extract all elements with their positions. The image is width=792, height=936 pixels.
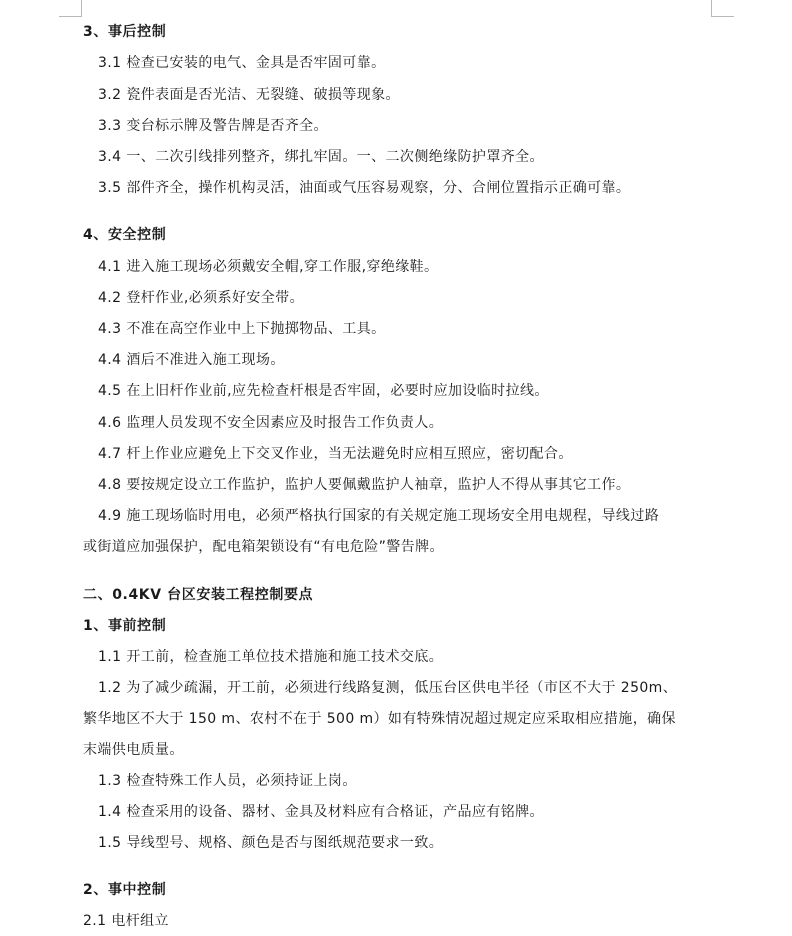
paragraph-4-4: 4.4 酒后不准进入施工现场。: [98, 352, 285, 368]
paragraph-4-8: 4.8 要按规定设立工作监护，监护人要佩戴监护人袖章，监护人不得从事其它工作。: [98, 477, 631, 493]
paragraph-1-2-line-1: 1.2 为了减少疏漏，开工前，必须进行线路复测，低压台区供电半径（市区不大于 250m、: [98, 680, 678, 696]
paragraph-4-9-line-1: 4.9 施工现场临时用电，必须严格执行国家的有关规定施工现场安全用电规程，导线过路: [98, 508, 660, 524]
paragraph-4-2: 4.2 登杆作业,必须系好安全带。: [98, 290, 304, 306]
page-corner-mark-left: [59, 0, 82, 17]
section-heading-pre-control: 1、事前控制: [83, 618, 167, 634]
paragraph-1-5: 1.5 导线型号、规格、颜色是否与图纸规范要求一致。: [98, 835, 444, 851]
paragraph-4-9-line-2: 或街道应加强保护，配电箱架锁设有“有电危险”警告牌。: [83, 539, 444, 555]
paragraph-4-1: 4.1 进入施工现场必须戴安全帽,穿工作服,穿绝缘鞋。: [98, 259, 439, 275]
paragraph-3-2: 3.2 瓷件表面是否光洁、无裂缝、破损等现象。: [98, 87, 400, 103]
paragraph-1-2-line-3: 末端供电质量。: [83, 742, 184, 758]
part-heading-0-4kv: 二、0.4KV 台区安装工程控制要点: [83, 587, 314, 603]
paragraph-4-7: 4.7 杆上作业应避免上下交叉作业，当无法避免时应相互照应，密切配合。: [98, 446, 573, 462]
paragraph-1-4: 1.4 检查采用的设备、器材、金具及材料应有合格证，产品应有铭牌。: [98, 804, 544, 820]
paragraph-4-6: 4.6 监理人员发现不安全因素应及时报告工作负责人。: [98, 415, 444, 431]
paragraph-1-3: 1.3 检查特殊工作人员，必须持证上岗。: [98, 773, 357, 789]
paragraph-4-3: 4.3 不准在高空作业中上下抛掷物品、工具。: [98, 321, 386, 337]
paragraph-2-1: 2.1 电杆组立: [83, 913, 169, 929]
paragraph-3-5: 3.5 部件齐全，操作机构灵活，油面或气压容易观察，分、合闸位置指示正确可靠。: [98, 180, 631, 196]
paragraph-3-3: 3.3 变台标示牌及警告牌是否齐全。: [98, 118, 328, 134]
section-heading-after-control: 3、事后控制: [83, 24, 167, 40]
section-heading-safety-control: 4、安全控制: [83, 227, 167, 243]
section-heading-in-process-control: 2、事中控制: [83, 882, 167, 898]
paragraph-1-1: 1.1 开工前，检查施工单位技术措施和施工技术交底。: [98, 649, 444, 665]
page-corner-mark-right: [711, 0, 734, 17]
paragraph-4-5: 4.5 在上旧杆作业前,应先检查杆根是否牢固，必要时应加设临时拉线。: [98, 383, 549, 399]
paragraph-3-4: 3.4 一、二次引线排列整齐，绑扎牢固。一、二次侧绝缘防护罩齐全。: [98, 149, 544, 165]
paragraph-3-1: 3.1 检查已安装的电气、金具是否牢固可靠。: [98, 55, 386, 71]
paragraph-1-2-line-2: 繁华地区不大于 150 m、农村不在于 500 m）如有特殊情况超过规定应采取相应措施，确保: [83, 711, 676, 727]
